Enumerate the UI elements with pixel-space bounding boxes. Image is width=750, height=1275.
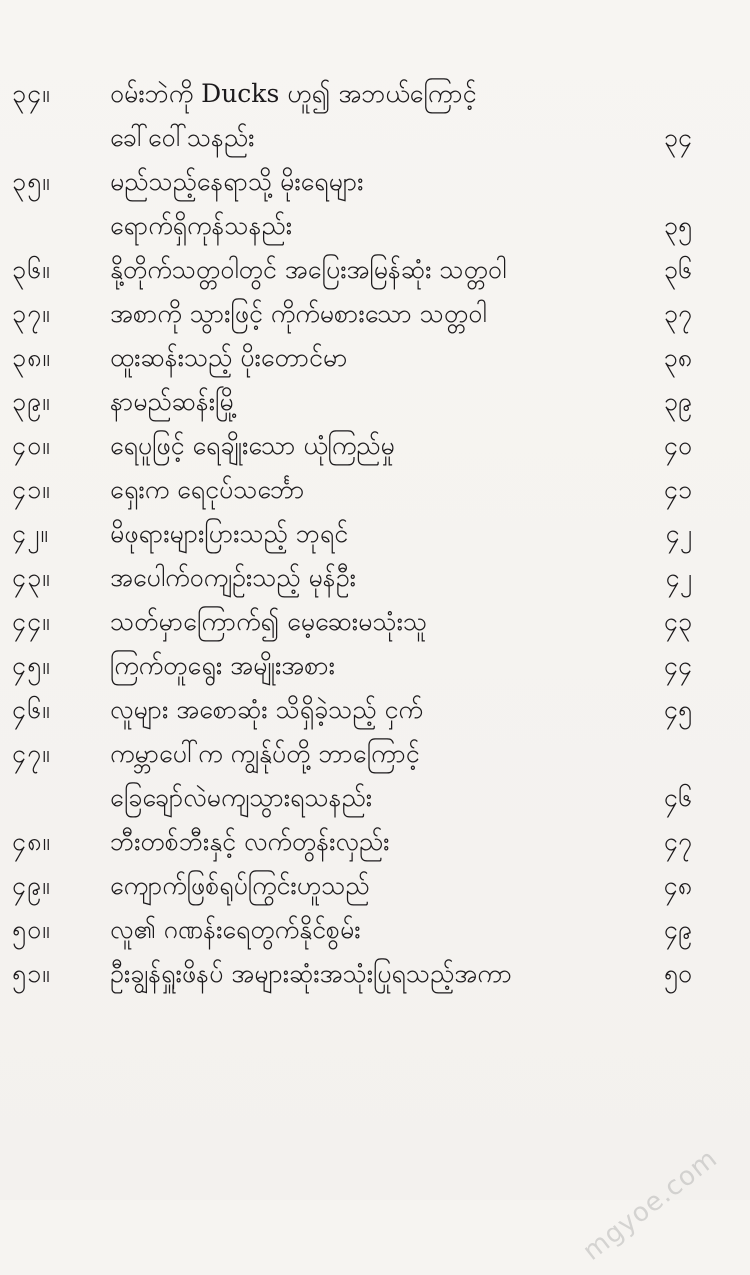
entry-title: ရေပူဖြင့် ရေချိုးသော ယုံကြည်မှု (110, 431, 395, 460)
entry-title: ဘီးတစ်ဘီးနှင့် လက်တွန်းလှည်း (110, 827, 390, 856)
toc-entry-41 (0, 468, 750, 512)
entry-title: လူများ အစောဆုံး သိရှိခဲ့သည့် ငှက် (110, 695, 423, 724)
toc-entry-43 (0, 556, 750, 600)
entry-title: ကျောက်ဖြစ်ရုပ်ကြွင်းဟူသည် (110, 871, 370, 900)
entry-number: ၅၁။ (12, 959, 51, 988)
entry-title: အစာကို သွားဖြင့် ကိုက်မစားသော သတ္တဝါ (110, 299, 487, 328)
entry-page-number: ၄၆ (663, 783, 692, 812)
entry-number: ၃၉။ (12, 387, 51, 416)
toc-entry-37 (0, 292, 750, 336)
entry-number: ၄၉။ (12, 871, 51, 900)
toc-entry-46 (0, 688, 750, 732)
entry-number: ၃၇။ (12, 299, 51, 328)
table-of-contents (0, 72, 750, 996)
toc-entry-35-continued (0, 204, 750, 248)
entry-title: ထူးဆန်းသည့် ပိုးတောင်မာ (110, 343, 348, 372)
entry-page-number: ၃၅ (663, 211, 692, 240)
entry-title: မိဖုရားများပြားသည့် ဘုရင် (110, 519, 349, 548)
entry-page-number: ၄၇ (663, 827, 692, 856)
toc-entry-50 (0, 908, 750, 952)
entry-title: သတ်မှာကြောက်၍ မေ့ဆေးမသုံးသူ (110, 607, 428, 636)
entry-page-number: ၄၉ (663, 915, 692, 944)
entry-title: နို့တိုက်သတ္တဝါတွင် အပြေးအမြန်ဆုံး သတ္တဝါ (110, 255, 507, 284)
entry-page-number: ၃၄ (663, 123, 692, 152)
entry-page-number: ၄၅ (663, 695, 692, 724)
toc-entry-42 (0, 512, 750, 556)
entry-number: ၄၃။ (12, 563, 51, 592)
entry-title: ဦးချွန်ရှူးဖိနပ် အများဆုံးအသုံးပြုရသည့်အကာ (110, 959, 512, 988)
toc-entry-49 (0, 864, 750, 908)
entry-number: ၄၄။ (12, 607, 51, 636)
entry-page-number: ၅၀ (663, 959, 692, 988)
toc-entry-48 (0, 820, 750, 864)
entry-title: ကမ္ဘာပေါ်က ကျွန်ုပ်တို့ ဘာကြောင့် (110, 739, 420, 768)
entry-title: ခြေချော်လဲမကျသွားရသနည်း (110, 783, 373, 812)
entry-title: နာမည်ဆန်းမြို့ (110, 387, 238, 416)
entry-number: ၄၀။ (12, 431, 51, 460)
entry-title: လူ၏ ဂဏန်းရေတွက်နိုင်စွမ်း (110, 915, 361, 944)
entry-page-number: ၄၄ (663, 651, 692, 680)
toc-entry-45 (0, 644, 750, 688)
entry-page-number: ၃၈ (663, 343, 692, 372)
toc-entry-47 (0, 732, 750, 776)
toc-entry-40 (0, 424, 750, 468)
toc-entry-35 (0, 160, 750, 204)
entry-number: ၄၇။ (12, 739, 51, 768)
toc-entry-51 (0, 952, 750, 996)
entry-page-number: ၄၃ (663, 607, 692, 636)
entry-number: ၅၀။ (12, 915, 51, 944)
entry-page-number: ၄၁ (663, 475, 692, 504)
entry-number: ၃၅။ (12, 167, 51, 196)
entry-number: ၄၅။ (12, 651, 51, 680)
toc-entry-44 (0, 600, 750, 644)
toc-entry-34 (0, 72, 750, 116)
entry-title: မည်သည့်နေရာသို့ မိုးရေများ (110, 167, 364, 196)
entry-page-number: ၃၉ (663, 387, 692, 416)
entry-page-number: ၄၂ (665, 519, 692, 548)
toc-entry-39 (0, 380, 750, 424)
entry-page-number: ၄၈ (663, 871, 692, 900)
toc-entry-34-continued (0, 116, 750, 160)
toc-entry-36 (0, 248, 750, 292)
entry-title: ရောက်ရှိကုန်သနည်း (110, 211, 293, 240)
entry-number: ၃၈။ (12, 343, 51, 372)
entry-title: ဝမ်းဘဲကို Ducks ဟူ၍ အဘယ်ကြောင့် (110, 79, 477, 108)
entry-number: ၄၈။ (12, 827, 51, 856)
toc-entry-47-continued (0, 776, 750, 820)
entry-title: ရှေးက ရေငုပ်သင်္ဘော (110, 475, 305, 504)
entry-number: ၄၆။ (12, 695, 51, 724)
entry-title: အပေါက်ဝကျဉ်းသည့် မုန်ဦး (110, 563, 356, 592)
entry-page-number: ၃၆ (663, 255, 692, 284)
entry-number: ၃၆။ (12, 255, 51, 284)
entry-number: ၄၂။ (12, 519, 49, 548)
entry-page-number: ၄၀ (663, 431, 692, 460)
entry-number: ၃၄။ (12, 79, 51, 108)
entry-title: ခေါ်ဝေါ်သနည်း (110, 123, 255, 152)
entry-page-number: ၄၂ (665, 563, 692, 592)
toc-entry-38 (0, 336, 750, 380)
entry-page-number: ၃၇ (663, 299, 692, 328)
entry-title: ကြက်တူရွေး အမျိုးအစား (110, 651, 335, 680)
entry-number: ၄၁။ (12, 475, 51, 504)
site-watermark: mgyoe.com (577, 1143, 724, 1267)
